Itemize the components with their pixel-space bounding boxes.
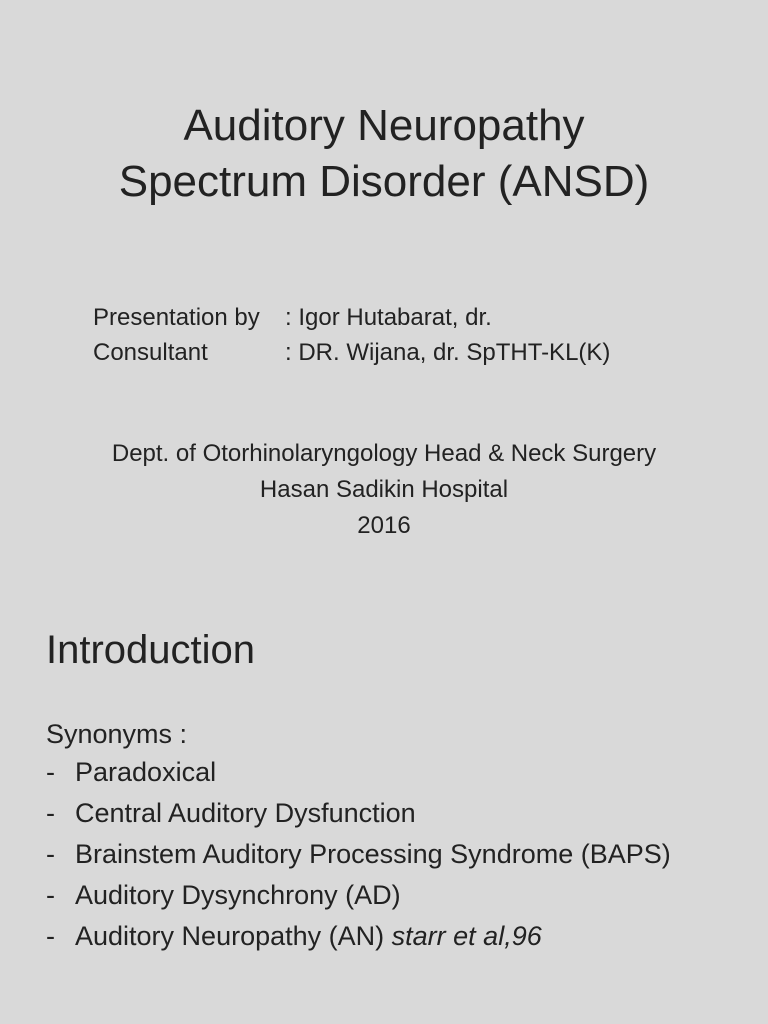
bullet-dash: -	[46, 921, 55, 951]
department: Dept. of Otorhinolaryngology Head & Neck Surgery	[111, 440, 657, 467]
year: 2016	[357, 512, 411, 539]
title-line-2: Spectrum Disorder (ANSD)	[118, 157, 650, 206]
synonyms-list	[46, 754, 736, 954]
affiliation	[0, 436, 768, 544]
list-item-text: Central Auditory Dysfunction	[75, 798, 416, 828]
presenter-info	[93, 300, 610, 370]
hospital: Hasan Sadikin Hospital	[259, 476, 509, 503]
list-item	[46, 795, 736, 831]
list-item	[46, 877, 736, 913]
list-item-text: Auditory Dysynchrony (AD)	[75, 880, 401, 910]
presenter-label: Presentation by	[93, 304, 260, 331]
bullet-dash: -	[46, 798, 55, 828]
bullet-dash: -	[46, 757, 55, 787]
slide-heading: Introduction	[46, 628, 256, 672]
list-item-text: Brainstem Auditory Processing Syndrome (BAPS)	[75, 839, 671, 869]
list-item	[46, 836, 736, 872]
list-item	[46, 918, 736, 954]
presenter-row	[93, 300, 610, 335]
synonyms-label: Synonyms :	[46, 719, 188, 749]
consultant-row	[93, 335, 610, 370]
presenter-value: : Igor Hutabarat, dr.	[285, 304, 492, 331]
list-item	[46, 754, 736, 790]
bullet-dash: -	[46, 880, 55, 910]
consultant-value: : DR. Wijana, dr. SpTHT-KL(K)	[285, 339, 611, 366]
slide-content	[46, 714, 736, 959]
list-item-text: Auditory Neuropathy (AN)	[75, 921, 385, 951]
citation: starr et al,96	[391, 921, 542, 951]
bullet-dash: -	[46, 839, 55, 869]
list-item-text: Paradoxical	[75, 757, 217, 787]
slide-title	[0, 98, 768, 210]
introduction-slide	[0, 600, 768, 1024]
title-line-1: Auditory Neuropathy	[183, 101, 585, 150]
consultant-label: Consultant	[93, 339, 208, 366]
